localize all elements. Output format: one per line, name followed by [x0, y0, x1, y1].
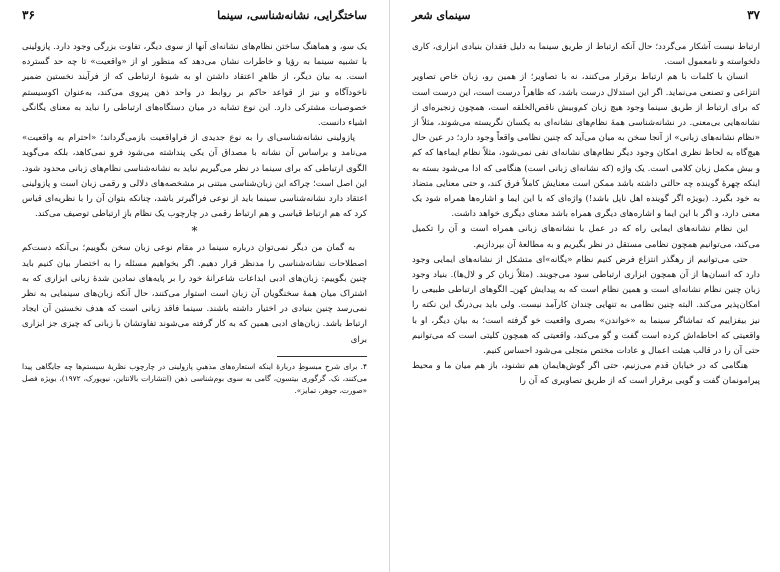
running-title: ساختگرایی، نشانه‌شناسی، سینما	[217, 9, 367, 22]
page-number: ۳۶	[22, 8, 35, 22]
paragraph: به گمان من دیگر نمی‌توان درباره سینما در مقام نوعی زبان سخن بگوییم؛ بی‌آنکه دست‌کم اصطلاحات نشانه‌شناسی را مدنظر قرار دهیم. اگر بخواهیم مسئله را به اختصار بیان کنیم باید چنین بگوییم: زبان‌های ادبی ابداعات شاعرانهٔ خود را بر پایه‌های نمادین شدهٔ زبانی ابزاری که به اشتراک میان همهٔ سخنگویان آن زبان است استوار می‌کنند، حال آنکه زبان‌های سینمایی به نظر نمی‌رسد چنین بنیادی در اختیار داشته باشند. سینما فاقد زبانی است که هدف نخستین آن ایجاد ارتباط باشد. زبان‌های ادبی همین که به کار گرفته می‌شوند تفاوتشان با زبانی که چیزی جز ابزاری برای	[22, 243, 367, 345]
paragraph: هنگامی که در خیابان قدم می‌زنیم، حتی اگر گوش‌هایمان هم نشنود، باز هم میان ما و محیط پیرامونمان گفت و گویی برقرار است که از طریق تصاویری که آن را	[412, 361, 760, 387]
paragraph: این نظام نشانه‌های ایمایی راه که در عمل با نشانه‌های زبانی همراه است و آن را تکمیل می‌کند، می‌توانیم همچون نظامی مستقل در نظر بگیریم و به مطالعهٔ آن بپردازیم.	[412, 224, 760, 250]
paragraph: یک سو، و هماهنگ ساختن نظام‌های نشانه‌ای آنها از سوی دیگر، تفاوت بزرگی وجود دارد. پازولینی با تشبیه سینما به رؤیا و خاطرات نشان می‌دهد که منظور او از «واقعیت» تا چه حد گسترده است. به بیان دیگر، از ظاهرِ اعتقاد داشتن او به شیوهٔ ارتباطی که از فرآیند نخستین ضمیر ناخودآگاه و نیز از قواعد حاکم بر روابط در واحد ذهن پیروی می‌کند، به‌عنوان اکوسیستم خصوصیات مشترکی دارد. این نوع تشابه در میان دستگاه‌های ارتباطی را نباید به معنای یگانگی اشیاء دانست.	[22, 42, 367, 129]
left-page-header	[22, 8, 367, 30]
footnote: ۴. برای شرحِ مبسوطِ دربارهٔ اینکه استعاره‌های مذهبیِ پازولینی در چارچوب نظریهٔ سیستم‌ها چه جایگاهی پیدا می‌کنند، نک. گرگوری بیتسون، گامی به سوی بوم‌شناسی ذهن (انتشارات بالانتاین، نیویورک، ۱۹۷۲)، بویژه فصل «صورت، جوهر، تمایز».	[22, 361, 368, 395]
right-page-header	[412, 8, 760, 30]
right-page	[390, 0, 780, 572]
paragraph: ارتباط نیست آشکار می‌گردد؛ حال آنکه ارتباط از طریق سینما به دلیل فقدان بنیادی ابزاری، کاری دلخواسته و نامعمول است.	[412, 42, 760, 68]
paragraph: انسان با کلمات با هم ارتباط برقرار می‌کنند، نه با تصاویر؛ از همین رو، زبان خاص تصاویر انتزاعی و تصنعی می‌نماید. اگر این استدلال درست باشد، که ظاهراً درست است، این درست است که برای ارتباط از طریق سینما وجود هیچ زبان کم‌وبیش ناقص‌الخلقه است، همچون زنجیره‌ای از نشانه‌هایی بی‌معنی. در نشانه‌شناسی همهٔ نظام‌های نشانه‌ای به یکسان نگریسته می‌شوند، مثلاً از «نظام نشانه‌های زبانی» از آنجا سخن به میان می‌آید که چنین نظامی واقعاً وجود دارد؛ در عین حال هیچ‌گاه به لحاظ نظری امکان وجود دیگر نظام‌های نشانه‌ای نفی نمی‌شود، مثلاً نظام ایماء‌ها که کم و بیش مکمل زبان کلامی است. یک واژه (که نشانه‌ای زبانی است) هنگامی که ادا می‌شود بسته به اینکه چهرهٔ گوینده چه حالتی داشته باشد ممکن است معنایش کاملاً فرق کند، و حتی معنایی متضاد به خود بگیرد. (بویژه اگر گوینده اهل ناپل باشد!) واژه‌ای که با این ایما و اشاره‌ها همراه شود یک معنی دارد، و اگر با این ایما و اشاره‌های دیگری همراه باشد معنای دیگری خواهد داشت.	[412, 72, 760, 220]
paragraph: حتی می‌توانیم از رهگذر انتزاع فرض کنیم نظام «یگانه»ای متشکل از نشانه‌های ایمایی وجود دارد که انسان‌ها از آن همچون ابزاری ارتباطی سود می‌جویند. (مثلاً زبان کر و لال‌ها). بنیاد وجود زبان چنین نظام نشانه‌ای است و همین نظام است که به پیدایش کهن‌ـ الگوهای ارتباطی طبیعی را امکان‌پذیر می‌کند. البته چنین نظامی به تنهایی چندان کارآمد نیست. ولی باید بی‌درنگ این نکته را نیز بیفزاییم که تماشاگر سینما به «خواندن» بصری واقعیت خو گرفته است؛ به بیان دیگر، او با واقعیتی که احاطه‌اش کرده است گفت و گو می‌کند، واقعیتی که همچون کلیتی است که می‌توانیم حتی آن را در قالب هیئت اعمال و عادات مختص متجلی می‌شود احساس کنیم.	[412, 254, 760, 357]
left-page	[0, 0, 389, 572]
running-title: سینمای شعر	[412, 9, 471, 22]
section-separator: *	[191, 224, 198, 239]
footnote-rule	[277, 356, 367, 357]
page-number: ۳۷	[747, 8, 760, 22]
paragraph: پازولینی نشانه‌شناسی‌ای را به نوع جدیدی از فراواقعیت بازمی‌گرداند؛ «احترام به واقعیت» می‌نامد و براساس آن نشانه با مصداق آن یکی پنداشته می‌شود فرو نمی‌کاهد، بلکه می‌گوید الگوی ارتباطی که برای سینما در نظر می‌گیریم نباید به نشانه‌شناسی نظام‌های زبانی محدود شود. این اصل است؛ چراکه این زبان‌شناسی مبتنی بر مشخصه‌های دلالی و رقمی زبان است و پازولینی اعتقاد دارد نشانه‌شناسی سینما باید از نوعی فراگیرتر باشد، چنانکه بتوان آن را با نظریه‌ای قیاس کرد که هم ارتباط قیاسی و هم ارتباط رقمی در چارچوب یک نظام بازِ ارتباطی توصیف می‌کند.	[22, 133, 367, 220]
